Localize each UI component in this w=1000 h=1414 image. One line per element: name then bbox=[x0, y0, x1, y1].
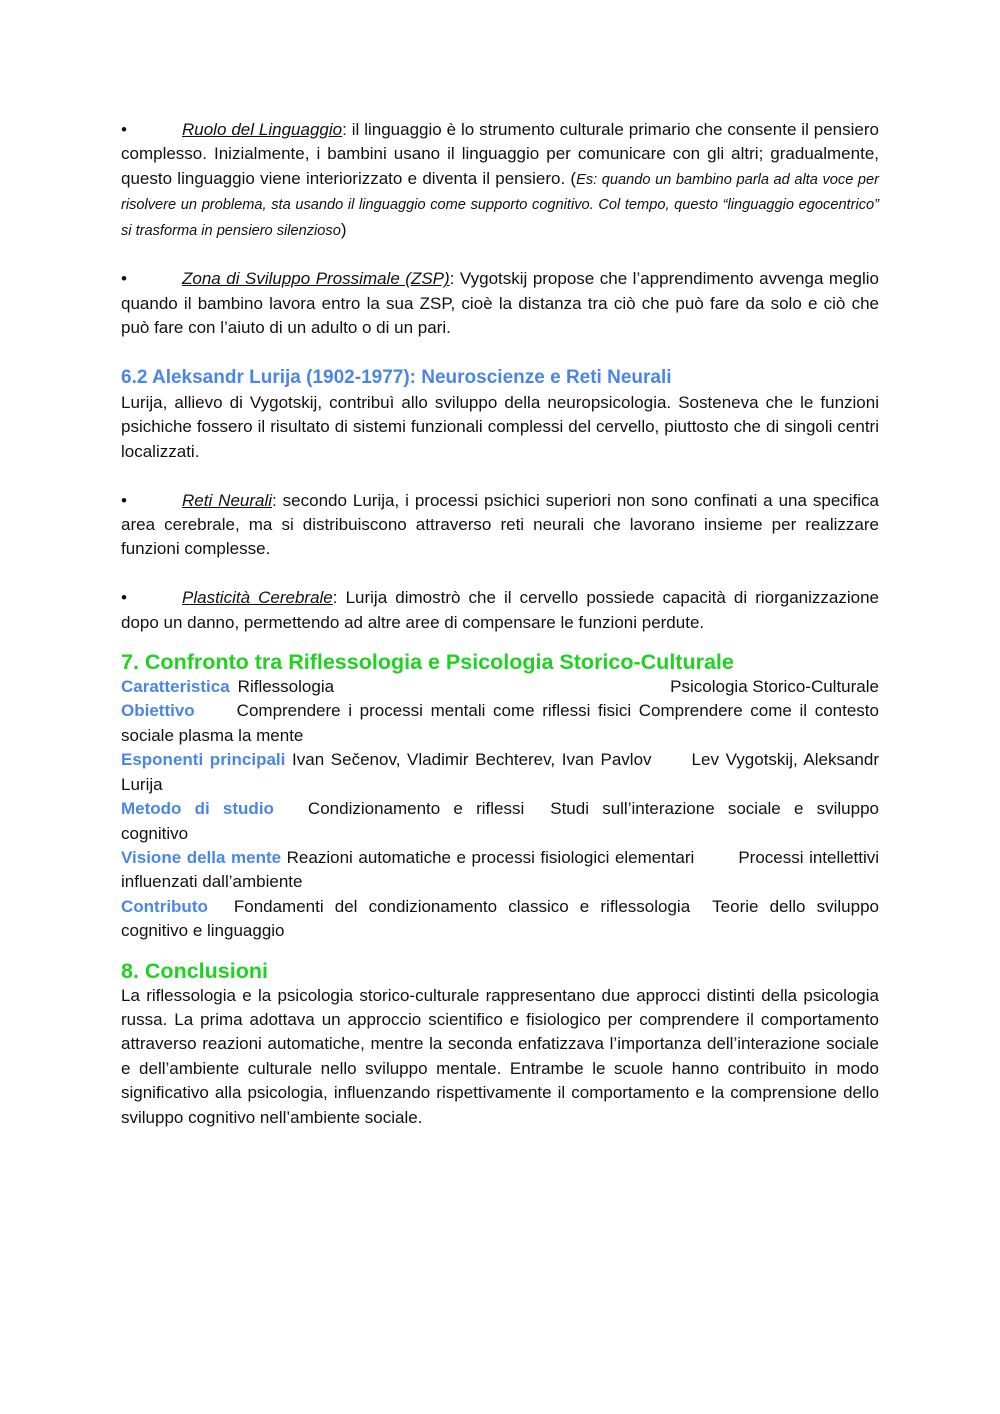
section-8-heading: 8. Conclusioni bbox=[121, 958, 268, 983]
comparison-header-row bbox=[121, 675, 879, 699]
section-8-text: La riflessologia e la psicologia storico-culturale rappresentano due approcci distinti della psicologia russa. La prima adottava un approccio scientifico e fisiologico per comprendere il comportamento attraverso reazioni automatiche, mentre la seconda enfatizzava l’importanza dell’interazione sociale e dell’ambiente culturale nello sviluppo mentale. Entrambe le scuole hanno contribuito in modo significativo alla psicologia, influenzando rispettivamente il comportamento e la comprensione dello sviluppo cognitivo nell’ambiente sociale. bbox=[121, 985, 879, 1127]
row-col2: Processi intellettivi influenzati dall’ambiente bbox=[121, 847, 879, 892]
bullet-dot: • bbox=[121, 588, 127, 608]
document-page bbox=[121, 118, 879, 1130]
row-label: Obiettivo bbox=[121, 701, 195, 721]
bullet-dot: • bbox=[121, 120, 127, 139]
row-label: Esponenti principali bbox=[121, 750, 286, 770]
section-6-2-intro: Lurija, allievo di Vygotskij, contribuì allo sviluppo della neuropsicologia. Sosteneva che le funzioni psichiche fossero il risultato di sistemi funzionali complessi del cervello, piuttosto che di singoli centri localizzati. bbox=[121, 393, 879, 461]
bullet-reti-neurali bbox=[121, 489, 879, 562]
bullet-plasticita bbox=[121, 586, 879, 635]
row-label: Visione della mente bbox=[121, 847, 282, 867]
comparison-row-contributo bbox=[121, 895, 879, 944]
header-label: Caratteristica bbox=[121, 677, 230, 697]
comparison-row-esponenti bbox=[121, 748, 879, 797]
bullet-text: : Vygotskij propose che l’apprendimento avvenga meglio quando il bambino lavora entro la sua ZSP, cioè la distanza tra ciò che può fare da solo e ciò che può fare con l’aiuto di un adulto o di un pari. bbox=[121, 269, 880, 338]
header-col2: Psicologia Storico-Culturale bbox=[670, 677, 879, 697]
row-label: Metodo di studio bbox=[121, 799, 274, 819]
bullet-dot: • bbox=[121, 490, 127, 510]
row-col2: Comprendere come il contesto sociale plasma la mente bbox=[121, 701, 879, 745]
bullet-text: : il linguaggio è lo strumento culturale primario che consente il pensiero complesso. Inizialmente, i bambini usano il linguaggio per comunicare con gli altri; gradualmente, questo linguaggio viene interiorizzato e diventa il pensiero. ( bbox=[121, 120, 879, 188]
bullet-ruolo-linguaggio bbox=[121, 118, 879, 243]
header-col1: Riflessologia bbox=[237, 677, 335, 697]
bullet-zsp bbox=[121, 267, 879, 340]
row-col1: Condizionamento e riflessi bbox=[307, 799, 525, 819]
term-zsp: Zona di Sviluppo Prossimale (ZSP) bbox=[182, 269, 450, 289]
row-col1: Fondamenti del condizionamento classico e riflessologia bbox=[233, 896, 691, 916]
bullet-dot: • bbox=[121, 269, 127, 289]
bullet-text: : Lurija dimostrò che il cervello possiede capacità di riorganizzazione dopo un danno, permettendo ad altre aree di compensare le funzioni perdute. bbox=[121, 588, 879, 632]
section-7-heading: 7. Confronto tra Riflessologia e Psicologia Storico-Culturale bbox=[121, 650, 734, 675]
term-plasticita: Plasticità Cerebrale bbox=[182, 588, 333, 608]
term-reti-neurali: Reti Neurali bbox=[182, 490, 273, 510]
row-col2: Lev Vygotskij, Aleksandr Lurija bbox=[121, 750, 879, 794]
example-text: Es: quando un bambino parla ad alta voce per risolvere un problema, sta usando il linguaggio come supporto cognitivo. Col tempo, questo “linguaggio egocentrico” si trasforma in pensiero silenzioso bbox=[121, 171, 879, 239]
row-col1: Reazioni automatiche e processi fisiologici elementari bbox=[286, 847, 695, 867]
row-col1: Comprendere i processi mentali come riflessi fisici bbox=[236, 701, 632, 721]
row-label: Contributo bbox=[121, 896, 208, 916]
row-col2: Studi sull’interazione sociale e sviluppo cognitivo bbox=[121, 799, 879, 843]
term-ruolo-linguaggio: Ruolo del Linguaggio bbox=[182, 120, 343, 139]
comparison-row-metodo bbox=[121, 797, 879, 846]
bullet-close: ) bbox=[340, 219, 347, 239]
bullet-text: : secondo Lurija, i processi psichici superiori non sono confinati a una specifica area cerebrale, ma si distribuiscono attraverso reti neurali che lavorano insieme per realizzare funzioni complesse. bbox=[121, 490, 880, 559]
row-col2: Teorie dello sviluppo cognitivo e linguaggio bbox=[121, 896, 879, 941]
row-col1: Ivan Sečenov, Vladimir Bechterev, Ivan Pavlov bbox=[292, 750, 652, 770]
comparison-row-visione bbox=[121, 846, 879, 895]
comparison-row-obiettivo bbox=[121, 699, 879, 748]
section-6-2-heading: 6.2 Aleksandr Lurija (1902-1977): Neuroscienze e Reti Neurali bbox=[121, 367, 672, 389]
